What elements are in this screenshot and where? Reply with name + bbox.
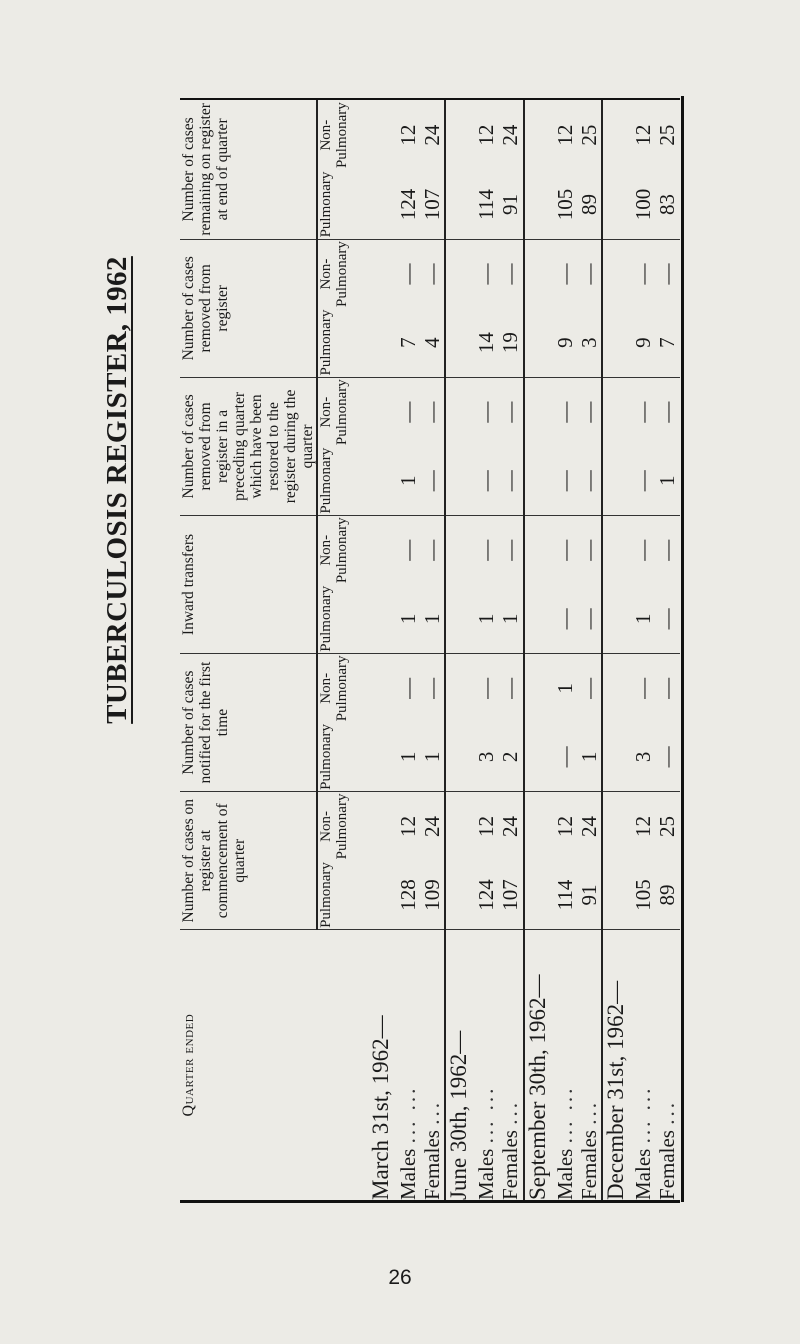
spacer-cell bbox=[445, 792, 474, 861]
table-row bbox=[498, 100, 523, 1200]
subheader-pulmonary: Pulmonary bbox=[317, 308, 368, 377]
leader-dots: ... bbox=[576, 1100, 601, 1125]
spacer-cell bbox=[368, 239, 396, 308]
value-cell: 12 bbox=[552, 124, 577, 146]
value-cell: — bbox=[474, 677, 499, 699]
spacer-cell bbox=[445, 585, 474, 654]
table-row bbox=[655, 100, 680, 1200]
value-cell: 1 bbox=[420, 723, 445, 792]
subheader-pulmonary: Pulmonary bbox=[317, 861, 368, 930]
value-cell: — bbox=[553, 585, 577, 654]
table-row bbox=[553, 100, 577, 1200]
value-cell: — bbox=[577, 585, 602, 654]
sex-label: Males bbox=[395, 1148, 420, 1200]
value-cell: — bbox=[577, 446, 602, 515]
sex-label: Males bbox=[474, 1148, 499, 1200]
value-cell: 12 bbox=[395, 815, 420, 837]
value-cell: 12 bbox=[631, 815, 656, 837]
spacer-cell bbox=[524, 792, 553, 861]
table-row bbox=[474, 100, 498, 1200]
value-cell: 7 bbox=[655, 308, 680, 377]
value-cell: 1 bbox=[396, 446, 420, 515]
sex-label-cell bbox=[396, 930, 420, 1200]
spacer-cell bbox=[524, 654, 553, 723]
sex-label: Males bbox=[631, 1148, 656, 1200]
sex-label-cell bbox=[553, 930, 577, 1200]
value-cell: — bbox=[552, 263, 577, 285]
value-cell: — bbox=[419, 263, 444, 285]
value-cell: 4 bbox=[420, 308, 445, 377]
spacer-cell bbox=[602, 515, 631, 584]
value-cell: 100 bbox=[631, 170, 655, 239]
spacer-cell bbox=[602, 792, 631, 861]
spacer-cell bbox=[445, 446, 474, 515]
value-cell: — bbox=[553, 446, 577, 515]
value-cell: — bbox=[552, 539, 577, 561]
spacer-cell bbox=[368, 170, 396, 239]
value-cell: 24 bbox=[498, 124, 523, 146]
spacer-cell bbox=[368, 100, 396, 170]
sex-label: Females bbox=[498, 1130, 523, 1200]
value-cell: 1 bbox=[498, 585, 523, 654]
quarter-heading-row bbox=[445, 100, 474, 1200]
leader-dots: ... ... bbox=[395, 1085, 420, 1144]
value-cell: — bbox=[498, 263, 523, 285]
leader-dots: ... bbox=[655, 1100, 680, 1125]
value-cell: — bbox=[631, 446, 655, 515]
quarter-heading-row bbox=[602, 100, 631, 1200]
register-table-body bbox=[368, 100, 680, 1200]
spacer-cell bbox=[368, 308, 396, 377]
spacer-cell bbox=[445, 723, 474, 792]
value-cell: 114 bbox=[474, 170, 498, 239]
sex-label: Females bbox=[419, 1130, 444, 1200]
value-cell: 1 bbox=[655, 446, 680, 515]
value-cell: — bbox=[631, 263, 656, 285]
spacer-cell bbox=[445, 654, 474, 723]
spacer-cell bbox=[524, 377, 553, 446]
value-cell: — bbox=[498, 539, 523, 561]
sex-label: Females bbox=[655, 1130, 680, 1200]
value-cell: — bbox=[474, 446, 498, 515]
value-cell: 83 bbox=[655, 170, 680, 239]
value-cell: 25 bbox=[576, 124, 601, 146]
sex-label-cell bbox=[631, 930, 655, 1200]
leader-dots: ... ... bbox=[552, 1085, 577, 1144]
leader-dots: ... bbox=[419, 1100, 444, 1125]
value-cell: — bbox=[419, 401, 444, 423]
value-cell: — bbox=[474, 401, 499, 423]
value-cell: — bbox=[498, 446, 523, 515]
value-cell: 91 bbox=[498, 170, 523, 239]
table-row bbox=[577, 100, 602, 1200]
value-cell: — bbox=[576, 401, 601, 423]
value-cell: — bbox=[498, 401, 523, 423]
value-cell: 107 bbox=[498, 861, 523, 930]
value-cell: 1 bbox=[420, 585, 445, 654]
value-cell: 24 bbox=[576, 815, 601, 837]
spacer-cell bbox=[445, 377, 474, 446]
spacer-cell bbox=[368, 723, 396, 792]
value-cell: 124 bbox=[396, 170, 420, 239]
sex-label-cell bbox=[420, 930, 445, 1200]
spacer-cell bbox=[524, 308, 553, 377]
spacer-cell bbox=[602, 170, 631, 239]
value-cell: 1 bbox=[631, 585, 655, 654]
value-cell: — bbox=[576, 677, 601, 699]
value-cell: 105 bbox=[553, 170, 577, 239]
value-cell: — bbox=[655, 263, 680, 285]
sex-label-cell bbox=[577, 930, 602, 1200]
value-cell: — bbox=[474, 539, 499, 561]
spacer-cell bbox=[524, 239, 553, 308]
spacer-cell bbox=[602, 239, 631, 308]
spacer-cell bbox=[368, 515, 396, 584]
spacer-cell bbox=[602, 446, 631, 515]
value-cell: 89 bbox=[577, 170, 602, 239]
leader-dots: ... ... bbox=[474, 1085, 499, 1144]
sex-label: Males bbox=[552, 1148, 577, 1200]
quarter-label: September 30th, 1962— bbox=[524, 930, 553, 1200]
header-notified-first-time: Number of cases notified for the first time bbox=[180, 654, 317, 792]
spacer-cell bbox=[524, 515, 553, 584]
value-cell: 12 bbox=[395, 124, 420, 146]
value-cell: — bbox=[395, 539, 420, 561]
spacer-cell bbox=[602, 654, 631, 723]
value-cell: — bbox=[576, 263, 601, 285]
value-cell: — bbox=[655, 401, 680, 423]
value-cell: 1 bbox=[396, 723, 420, 792]
register-table-frame bbox=[180, 100, 680, 1203]
spacer-cell bbox=[445, 239, 474, 308]
value-cell: 109 bbox=[420, 861, 445, 930]
value-cell: — bbox=[395, 677, 420, 699]
spacer-cell bbox=[445, 861, 474, 930]
table-row bbox=[420, 100, 445, 1200]
value-cell: 128 bbox=[396, 861, 420, 930]
value-cell: 1 bbox=[396, 585, 420, 654]
value-cell: 14 bbox=[474, 308, 498, 377]
quarter-heading-row bbox=[368, 100, 396, 1200]
value-cell: 91 bbox=[577, 861, 602, 930]
value-cell: — bbox=[553, 723, 577, 792]
page-title: TUBERCULOSIS REGISTER, 1962 bbox=[100, 256, 133, 724]
value-cell: — bbox=[655, 585, 680, 654]
value-cell: 1 bbox=[577, 723, 602, 792]
header-restored-cases: Number of cases removed from register in a preceding quarter which have been restored to the register during the quarter bbox=[180, 377, 317, 515]
leader-dots: ... ... bbox=[631, 1085, 656, 1144]
spacer-cell bbox=[524, 170, 553, 239]
spacer-cell bbox=[602, 585, 631, 654]
header-removed-cases: Number of cases removed from register bbox=[180, 239, 317, 377]
value-cell: 2 bbox=[498, 723, 523, 792]
value-cell: 12 bbox=[474, 124, 499, 146]
value-cell: 24 bbox=[419, 124, 444, 146]
value-cell: 12 bbox=[631, 124, 656, 146]
spacer-cell bbox=[368, 585, 396, 654]
header-quarter-ended: Quarter ended bbox=[180, 1013, 197, 1117]
spacer-cell bbox=[602, 377, 631, 446]
value-cell: 107 bbox=[420, 170, 445, 239]
value-cell: 7 bbox=[396, 308, 420, 377]
subheader-pulmonary: Pulmonary bbox=[317, 170, 368, 239]
value-cell: 19 bbox=[498, 308, 523, 377]
spacer-cell bbox=[602, 100, 631, 170]
value-cell: — bbox=[395, 401, 420, 423]
spacer-cell bbox=[445, 170, 474, 239]
value-cell: — bbox=[498, 677, 523, 699]
value-cell: 12 bbox=[552, 815, 577, 837]
value-cell: 24 bbox=[419, 815, 444, 837]
quarter-label: March 31st, 1962— bbox=[368, 1015, 393, 1200]
value-cell: 1 bbox=[552, 683, 577, 694]
value-cell: 89 bbox=[655, 861, 680, 930]
value-cell: — bbox=[631, 401, 656, 423]
spacer-cell bbox=[368, 861, 396, 930]
value-cell: — bbox=[395, 263, 420, 285]
sex-label-cell bbox=[474, 930, 498, 1200]
subheader-non-pulmonary: Non-Pulmonary bbox=[317, 654, 368, 723]
quarter-label: June 30th, 1962— bbox=[445, 930, 474, 1200]
value-cell: — bbox=[655, 539, 680, 561]
table-row bbox=[396, 100, 420, 1200]
value-cell: 9 bbox=[553, 308, 577, 377]
subheader-non-pulmonary: Non-Pulmonary bbox=[317, 377, 368, 446]
sex-label-cell bbox=[655, 930, 680, 1200]
spacer-cell bbox=[524, 723, 553, 792]
subheader-pulmonary: Pulmonary bbox=[317, 723, 368, 792]
spacer-cell bbox=[524, 585, 553, 654]
spacer-cell bbox=[445, 515, 474, 584]
header-remaining-at-end: Number of cases remaining on register at end of quarter bbox=[180, 100, 317, 239]
page-number: 26 bbox=[388, 1266, 412, 1289]
subheader-pulmonary: Pulmonary bbox=[317, 585, 368, 654]
leader-dots: ... bbox=[498, 1100, 523, 1125]
spacer-cell bbox=[445, 308, 474, 377]
value-cell: 25 bbox=[655, 815, 680, 837]
value-cell: 3 bbox=[577, 308, 602, 377]
header-cases-at-commencement: Number of cases on register at commencement of quarter bbox=[180, 792, 317, 930]
spacer-cell bbox=[368, 792, 396, 861]
value-cell: 1 bbox=[474, 585, 498, 654]
value-cell: — bbox=[419, 539, 444, 561]
value-cell: 105 bbox=[631, 861, 655, 930]
subheader-pulmonary: Pulmonary bbox=[317, 446, 368, 515]
value-cell: 124 bbox=[474, 861, 498, 930]
value-cell: — bbox=[576, 539, 601, 561]
spacer-cell bbox=[602, 723, 631, 792]
value-cell: 3 bbox=[474, 723, 498, 792]
spacer-cell bbox=[602, 861, 631, 930]
spacer-cell bbox=[445, 100, 474, 170]
spacer-cell bbox=[524, 446, 553, 515]
value-cell: 24 bbox=[498, 815, 523, 837]
subheader-non-pulmonary: Non-Pulmonary bbox=[317, 515, 368, 584]
spacer-cell bbox=[368, 377, 396, 446]
value-cell: — bbox=[552, 401, 577, 423]
value-cell: 9 bbox=[631, 308, 655, 377]
value-cell: — bbox=[655, 677, 680, 699]
value-cell: 25 bbox=[655, 124, 680, 146]
value-cell: — bbox=[631, 539, 656, 561]
sex-label-cell bbox=[498, 930, 523, 1200]
sex-label: Females bbox=[576, 1130, 601, 1200]
value-cell: 12 bbox=[474, 815, 499, 837]
header-inward-transfers: Inward transfers bbox=[180, 515, 317, 653]
register-table bbox=[180, 100, 680, 1200]
value-cell: — bbox=[655, 723, 680, 792]
spacer-cell bbox=[602, 308, 631, 377]
value-cell: — bbox=[419, 677, 444, 699]
subheader-non-pulmonary: Non-Pulmonary bbox=[317, 239, 368, 308]
quarter-label: December 31st, 1962— bbox=[602, 930, 631, 1200]
value-cell: 3 bbox=[631, 723, 655, 792]
subheader-non-pulmonary: Non-Pulmonary bbox=[317, 100, 368, 170]
spacer-cell bbox=[368, 446, 396, 515]
table-row bbox=[631, 100, 655, 1200]
quarter-heading-row bbox=[524, 100, 553, 1200]
value-cell: 114 bbox=[553, 861, 577, 930]
spacer-cell bbox=[524, 861, 553, 930]
spacer-cell bbox=[368, 654, 396, 723]
value-cell: — bbox=[420, 446, 445, 515]
value-cell: — bbox=[474, 263, 499, 285]
subheader-non-pulmonary: Non-Pulmonary bbox=[317, 792, 368, 861]
spacer-cell bbox=[524, 100, 553, 170]
value-cell: — bbox=[631, 677, 656, 699]
